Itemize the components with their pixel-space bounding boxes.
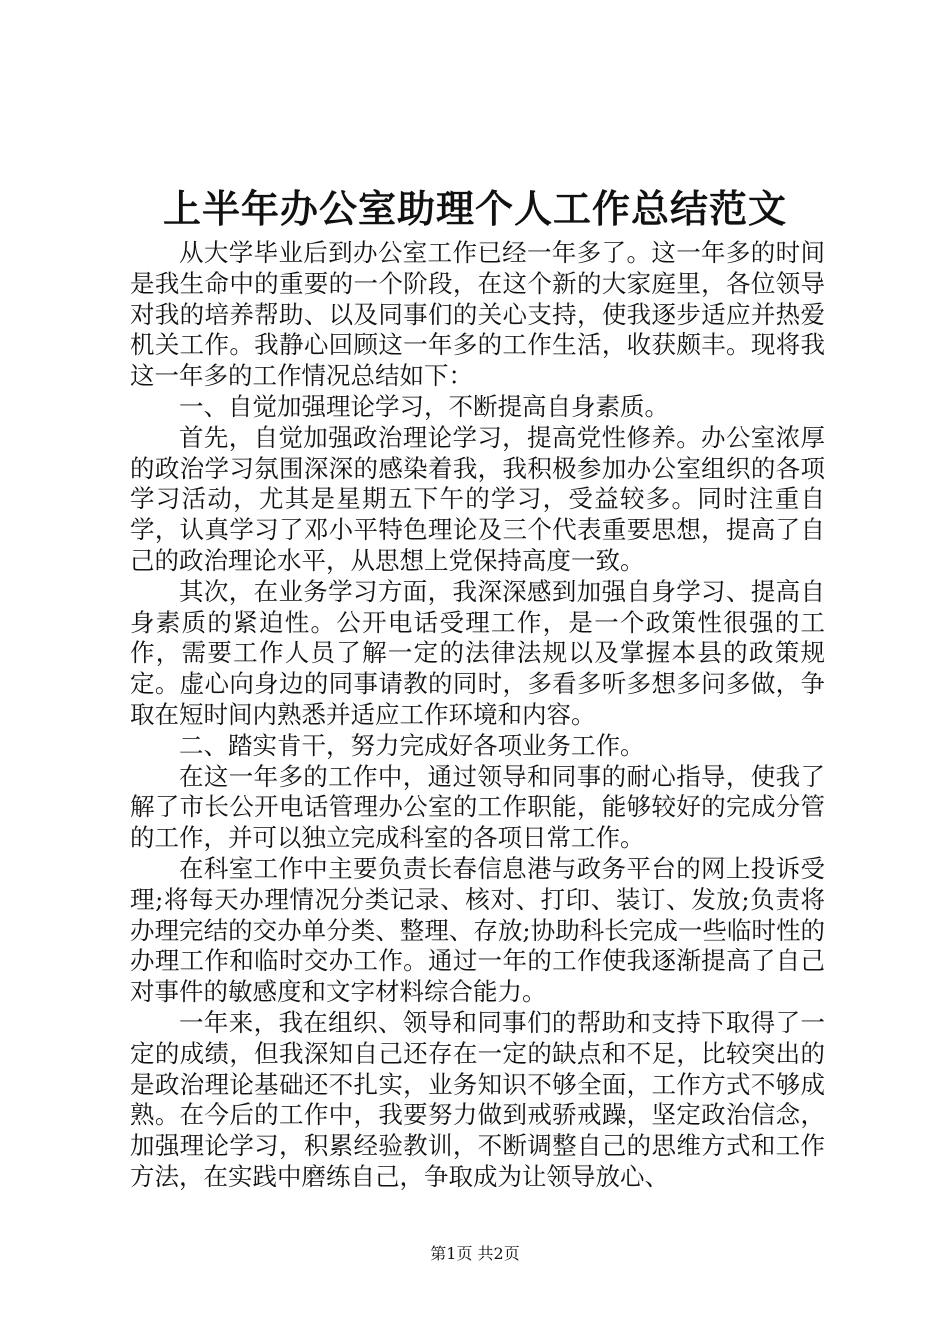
- paragraph-intro: 从大学毕业后到办公室工作已经一年多了。这一年多的时间是我生命中的重要的一个阶段，在这个新的大家庭里，各位领导对我的培养帮助、以及同事们的关心支持，使我逐步适应并热爱机关工作。我静心回顾这一年多的工作生活，收获颇丰。现将我这一年多的工作情况总结如下：: [130, 238, 825, 391]
- paragraph-political-study: 首先，自觉加强政治理论学习，提高党性修养。办公室浓厚的政治学习氛围深深的感染着我，我积极参加办公室组织的各项学习活动，尤其是星期五下午的学习，受益较多。同时注重自学，认真学习了邓小平特色理论及三个代表重要思想，提高了自己的政治理论水平，从思想上党保持高度一致。: [130, 422, 825, 575]
- page-footer: 第1页 共2页: [430, 1244, 520, 1263]
- paragraph-business-study: 其次，在业务学习方面，我深深感到加强自身学习、提高自身素质的紧迫性。公开电话受理工作，是一个政策性很强的工作，需要工作人员了解一定的法律法规以及掌握本县的政策规定。虚心向身边的同事请教的同时，多看多听多想多问多做，争取在短时间内熟悉并适应工作环境和内容。: [130, 576, 825, 729]
- section-heading-1: 一、自觉加强理论学习，不断提高自身素质。: [179, 391, 669, 421]
- paragraph-work-overview: 在这一年多的工作中，通过领导和同事的耐心指导，使我了解了市长公开电话管理办公室的工作职能，能够较好的完成分管的工作，并可以独立完成科室的各项日常工作。: [130, 761, 825, 853]
- section-heading-2: 二、踏实肯干，努力完成好各项业务工作。: [179, 730, 645, 760]
- document-title: 上半年办公室助理个人工作总结范文: [162, 186, 787, 231]
- document-body: [130, 238, 825, 1193]
- paragraph-reflection: 一年来，我在组织、领导和同事们的帮助和支持下取得了一定的成绩，但我深知自己还存在一定的缺点和不足，比较突出的是政治理论基础还不扎实，业务知识不够全面，工作方式不够成熟。在今后的工作中，我要努力做到戒骄戒躁，坚定政治信念，加强理论学习，积累经验教训，不断调整自己的思维方式和工作方法，在实践中磨练自己，争取成为让领导放心、: [130, 1007, 825, 1191]
- paragraph-duties: 在科室工作中主要负责长春信息港与政务平台的网上投诉受理;将每天办理情况分类记录、核对、打印、装订、发放;负责将办理完结的交办单分类、整理、存放;协助科长完成一些临时性的办理工作和临时交办工作。通过一年的工作使我逐渐提高了自己对事件的敏感度和文字材料综合能力。: [130, 853, 825, 1007]
